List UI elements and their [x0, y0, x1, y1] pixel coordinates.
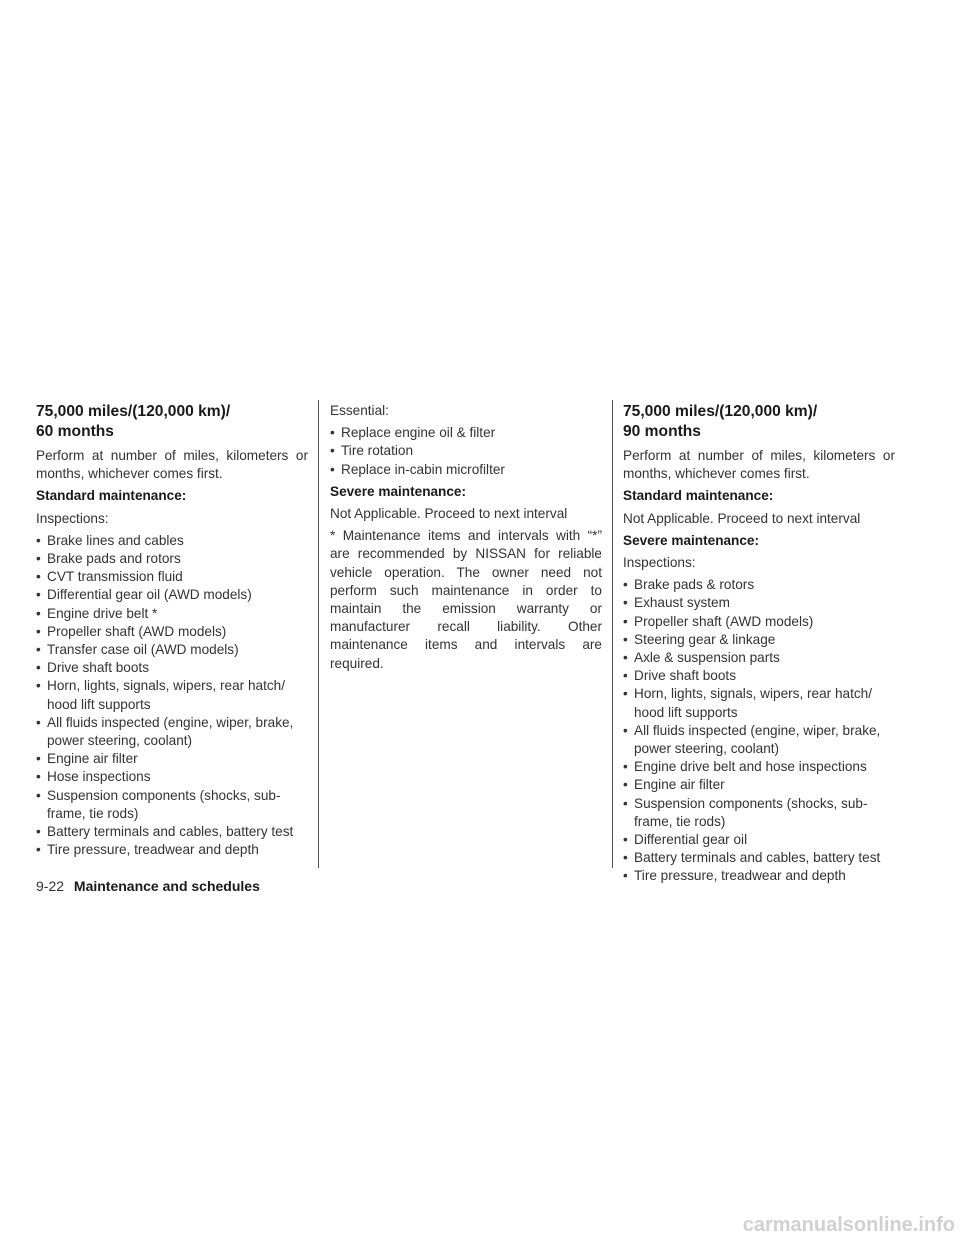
list-item: • Tire pressure, treadwear and depth [36, 841, 308, 859]
inspections-label: Inspections: [623, 555, 696, 571]
standard-maintenance-label: Standard maintenance: [623, 488, 774, 504]
list-item: • Battery terminals and cables, battery test [623, 849, 895, 867]
list-item: • Brake pads and rotors [36, 550, 308, 568]
list-item: • Exhaust system [623, 594, 895, 612]
list-item: • Suspension components (shocks, sub-frame, tie rods) [623, 795, 895, 831]
list-item: • Horn, lights, signals, wipers, rear hatch/ hood lift supports [36, 677, 308, 713]
list-item: • Steering gear & linkage [623, 631, 895, 649]
list-item: • CVT transmission fluid [36, 568, 308, 586]
inspection-list [36, 532, 308, 860]
list-item: • Engine air filter [36, 750, 308, 768]
standard-maintenance-label: Standard maintenance: [36, 488, 187, 504]
column-divider-2 [612, 400, 613, 868]
list-item: • Tire pressure, treadwear and depth [623, 867, 895, 885]
list-item: • Differential gear oil [623, 831, 895, 849]
list-item: • Drive shaft boots [36, 659, 308, 677]
list-item: • Engine air filter [623, 776, 895, 794]
list-item: • All fluids inspected (engine, wiper, brake, power steering, coolant) [36, 714, 308, 750]
column-essential [330, 402, 602, 677]
heading-line-1: 75,000 miles/(120,000 km)/ [36, 403, 231, 420]
heading-line-2: 90 months [623, 423, 701, 440]
list-item: • Differential gear oil (AWD models) [36, 586, 308, 604]
list-item: • Engine drive belt and hose inspections [623, 758, 895, 776]
list-item: • Propeller shaft (AWD models) [623, 613, 895, 631]
list-item: • Axle & suspension parts [623, 649, 895, 667]
column-90-months [623, 402, 895, 886]
list-item: • Tire rotation [330, 442, 602, 460]
heading-line-2: 60 months [36, 423, 114, 440]
list-item: • Hose inspections [36, 768, 308, 786]
list-item: • Drive shaft boots [623, 667, 895, 685]
section-heading-90-months [623, 402, 895, 442]
section-title: Maintenance and schedules [73, 878, 260, 894]
watermark: carmanualsonline.info [742, 1214, 955, 1236]
severe-maintenance-label: Severe maintenance: [330, 483, 467, 499]
list-item: • Transfer case oil (AWD models) [36, 641, 308, 659]
page-footer [36, 877, 260, 895]
footnote-text: * Maintenance items and intervals with “*” are recommended by NISSAN for reliable vehicle operation. The owner need not perform such maintenance in order to maintain the emission warranty or manufacturer recall liability. Other maintenance items and intervals are required. [330, 528, 602, 671]
severe-maintenance-label: Severe maintenance: [623, 532, 760, 548]
inspections-label: Inspections: [36, 510, 109, 526]
section-heading-60-months [36, 402, 308, 442]
list-item: • Horn, lights, signals, wipers, rear hatch/ hood lift supports [623, 685, 895, 721]
heading-line-1: 75,000 miles/(120,000 km)/ [623, 403, 818, 420]
list-item: • Suspension components (shocks, sub-frame, tie rods) [36, 787, 308, 823]
list-item: • Brake lines and cables [36, 532, 308, 550]
essential-label: Essential: [330, 403, 389, 418]
column-60-months [36, 402, 308, 859]
list-item: • Engine drive belt * [36, 605, 308, 623]
essential-list [330, 424, 602, 479]
list-item: • Brake pads & rotors [623, 576, 895, 594]
standard-maintenance-text: Not Applicable. Proceed to next interval [623, 510, 861, 526]
list-item: • All fluids inspected (engine, wiper, brake, power steering, coolant) [623, 722, 895, 758]
list-item: • Propeller shaft (AWD models) [36, 623, 308, 641]
inspection-list [623, 576, 895, 885]
intro-text: Perform at number of miles, kilometers or months, whichever comes first. [36, 448, 308, 482]
list-item: • Replace engine oil & filter [330, 424, 602, 442]
page-number: 9-22 [36, 878, 65, 894]
severe-maintenance-text: Not Applicable. Proceed to next interval [330, 506, 568, 522]
column-divider-1 [318, 400, 319, 868]
list-item: • Battery terminals and cables, battery test [36, 823, 308, 841]
intro-text: Perform at number of miles, kilometers or months, whichever comes first. [623, 448, 895, 482]
list-item: • Replace in-cabin microfilter [330, 461, 602, 479]
